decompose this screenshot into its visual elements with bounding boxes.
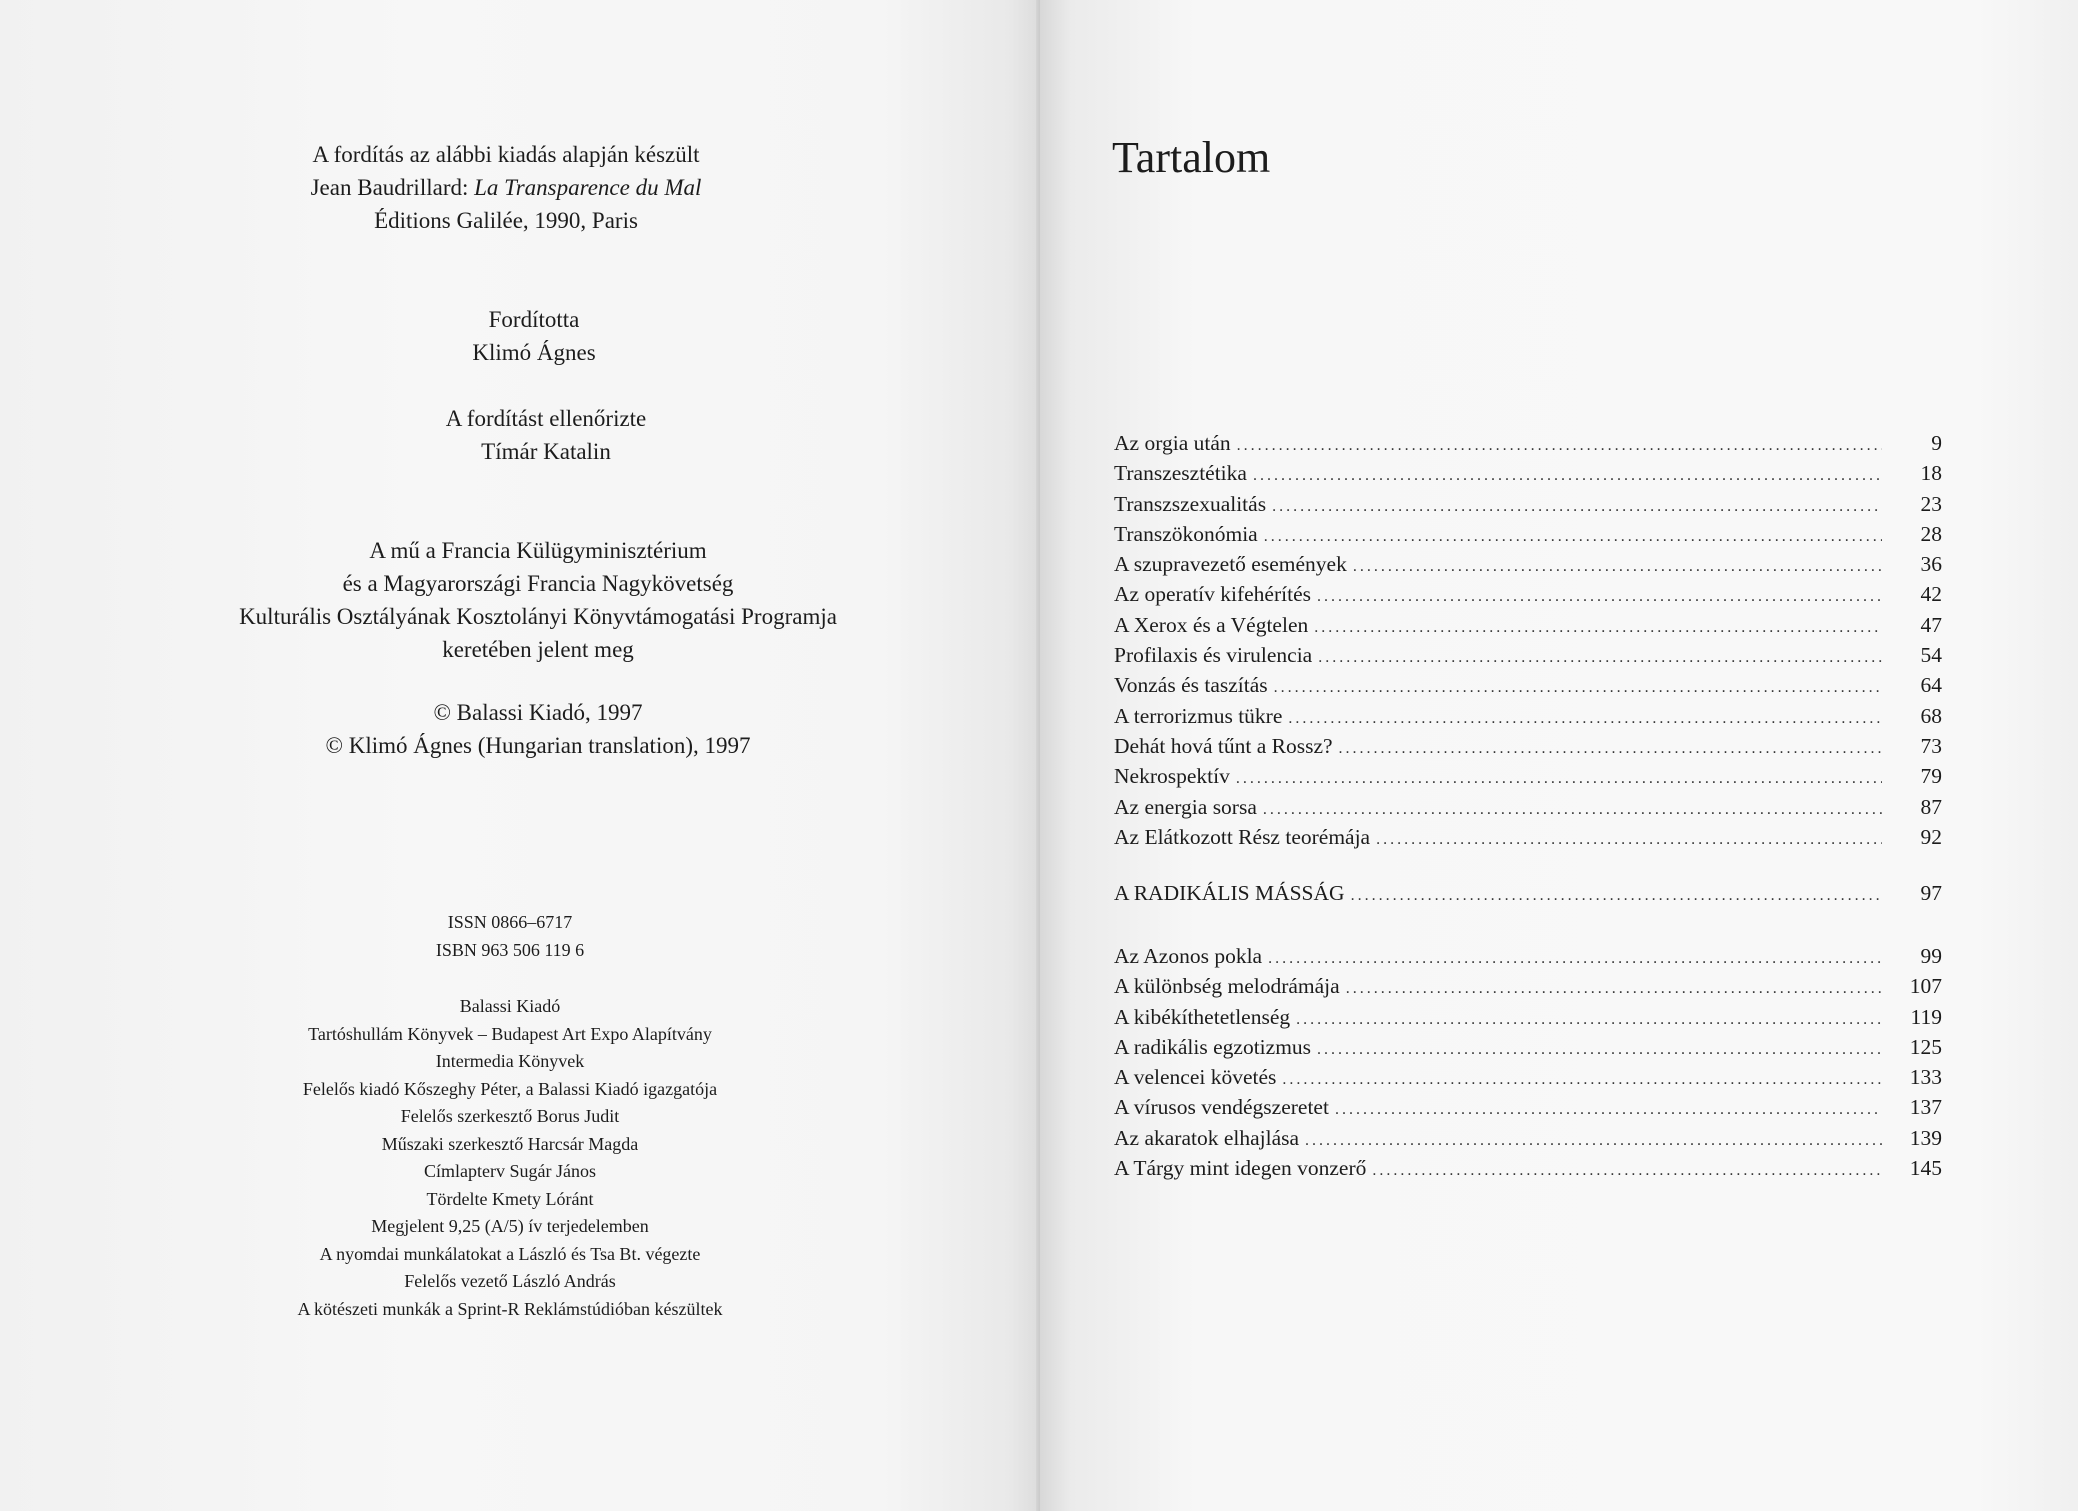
toc-entry-page: 119 [1910,1004,1942,1029]
toc-section-page: 97 [1920,881,1942,905]
toc-entry-title: Az akaratok elhajlása [1114,1125,1300,1150]
toc-leader-dots [1237,431,1882,461]
copyright-line: © Balassi Kiadó, 1997 [433,700,643,725]
toc-entry-page: 145 [1909,1156,1942,1181]
toc-entry-title: Transzszexualitás [1114,491,1267,516]
toc-entry-title: Dehát hová tűnt a Rossz? [1114,733,1333,758]
toc-entry-page: 92 [1920,824,1942,849]
toc-entry[interactable] [1114,489,1942,519]
toc-entry-page: 9 [1931,431,1942,455]
toc-entry-page: 87 [1920,794,1942,819]
colophon-line: Műszaki szerkesztő Harcsár Magda [381,1133,639,1154]
original-author: Jean Baudrillard: [310,175,475,200]
toc-entry-title: Az operatív kifehérítés [1114,582,1311,607]
toc-leader-dots [1263,795,1882,825]
toc-leader-dots [1274,673,1882,703]
toc-leader-dots [1339,734,1882,764]
toc-entry-page: 68 [1920,703,1942,728]
toc-section-title: A RADIKÁLIS MÁSSÁG [1114,881,1345,905]
toc-entry[interactable] [1114,792,1942,822]
toc-entry-title: Az Elátkozott Rész teorémája [1114,824,1371,849]
isbn-line: ISBN 963 506 119 6 [435,939,585,960]
colophon-block [0,993,1020,1323]
toc-entry-page: 47 [1920,612,1942,637]
toc-group-essays [1114,428,1942,852]
colophon-line: Intermedia Könyvek [435,1051,585,1071]
source-edition-line: Éditions Galilée, 1990, Paris [374,208,638,233]
toc-entry-title: Nekrospektív [1114,764,1230,789]
toc-leader-dots [1305,1126,1882,1156]
toc-leader-dots [1376,825,1882,855]
toc-leader-dots [1335,1095,1882,1125]
original-title: La Transparence du Mal [474,175,702,200]
toc-entry[interactable] [1114,971,1942,1001]
colophon-line: Felelős szerkesztő Borus Judit [400,1106,620,1126]
toc-leader-dots [1346,974,1882,1004]
toc-entry[interactable] [1114,1062,1942,1092]
identifiers-block [0,909,1020,964]
support-block [28,534,1048,666]
toc-entry-page: 42 [1920,582,1942,607]
toc-entry[interactable] [1114,1153,1942,1183]
toc-entry-title: A terrorizmus tükre [1114,703,1283,728]
colophon-line: Tördelte Kmety Lóránt [426,1188,594,1209]
toc-entry[interactable] [1114,1032,1942,1062]
colophon-line: Megjelent 9,25 (A/5) ív terjedelemben [371,1216,649,1236]
toc-entry-page: 99 [1920,944,1942,968]
toc-section [1114,878,1942,908]
colophon-line: Tartóshullám Könyvek – Budapest Art Expo Alapítvány [308,1023,712,1044]
colophon-line: A nyomdai munkálatokat a László és Tsa Bt. végezte [319,1243,701,1264]
toc-group-radical-otherness [1114,941,1942,1183]
translator-block [24,303,1044,369]
toc-entry-page: 137 [1909,1095,1942,1120]
toc-entry[interactable] [1114,610,1942,640]
toc-entry[interactable] [1114,458,1942,488]
copyright-line: © Klimó Ágnes (Hungarian translation), 1997 [325,733,751,758]
toc-entry-title: Transzesztétika [1114,461,1247,486]
toc-leader-dots [1282,1065,1882,1095]
checker-block [36,402,1056,468]
toc-entry-title: A vírusos vendégszeretet [1114,1095,1329,1120]
colophon-line: Felelős kiadó Kőszeghy Péter, a Balassi Kiadó igazgatója [302,1078,718,1099]
toc-leader-dots [1288,704,1882,734]
support-line: keretében jelent meg [442,637,634,662]
copyright-block [28,696,1048,762]
colophon-line: Címlapterv Sugár János [424,1161,596,1181]
toc-entry-title: A szupravezető események [1114,552,1347,577]
toc-entry-title: Az energia sorsa [1114,794,1257,819]
toc-leader-dots [1351,881,1882,911]
toc-entry-title: Az Azonos pokla [1114,944,1263,968]
toc-entry[interactable] [1114,1002,1942,1032]
toc-entry[interactable] [1114,761,1942,791]
toc-entry[interactable] [1114,670,1942,700]
toc-entry-page: 107 [1909,974,1942,999]
toc-entry-page: 64 [1920,673,1942,698]
toc-leader-dots [1353,552,1882,582]
source-edition-line [0,171,1016,204]
support-line: Kulturális Osztályának Kosztolányi Könyvtámogatási Programja [239,604,837,629]
translator-label: Fordította [488,307,580,332]
support-line: és a Magyarországi Francia Nagykövetség [342,571,734,596]
toc-leader-dots [1253,461,1882,491]
toc-leader-dots [1317,582,1882,612]
toc-entry-page: 133 [1909,1065,1942,1090]
issn-line: ISSN 0866–6717 [447,912,573,932]
toc-leader-dots [1314,613,1882,643]
toc-entry-title: A Tárgy mint idegen vonzerő [1114,1156,1367,1181]
toc-leader-dots [1372,1156,1882,1186]
checker-label: A fordítást ellenőrizte [445,406,647,431]
toc-leader-dots [1236,764,1882,794]
toc-entry[interactable] [1114,640,1942,670]
toc-entry-title: A különbség melodrámája [1114,974,1340,999]
checker-name: Tímár Katalin [481,439,611,464]
support-line: A mű a Francia Külügyminisztérium [369,538,707,563]
toc-leader-dots [1317,1035,1882,1065]
toc-leader-dots [1318,643,1882,673]
toc-entry-page: 36 [1920,552,1942,577]
translator-name: Klimó Ágnes [472,340,596,365]
toc-entry-page: 23 [1920,491,1942,516]
toc-leader-dots [1272,492,1882,522]
toc-entry-page: 18 [1920,461,1942,486]
toc-entry[interactable] [1114,1123,1942,1153]
toc-entry[interactable] [1114,519,1942,549]
contents-heading: Tartalom [1112,133,1271,182]
source-edition-line: A fordítás az alábbi kiadás alapján készült [312,142,700,167]
toc-entry[interactable] [1114,428,1942,458]
toc-entry[interactable] [1114,579,1942,609]
toc-entry[interactable] [1114,1092,1942,1122]
colophon-line: Felelős vezető László András [404,1271,616,1291]
source-edition-block [0,138,1016,237]
toc-entry-page: 73 [1920,733,1942,758]
toc-entry[interactable] [1114,549,1942,579]
toc-entry-title: A kibékíthetetlenség [1114,1004,1291,1029]
toc-leader-dots [1264,522,1882,552]
toc-entry[interactable] [1114,822,1942,852]
toc-entry[interactable] [1114,731,1942,761]
toc-entry-title: A velencei követés [1114,1065,1277,1090]
colophon-line: A kötészeti munkák a Sprint-R Reklámstúdióban készültek [297,1298,723,1319]
toc-entry-page: 54 [1920,643,1942,668]
toc-entry-page: 79 [1920,764,1942,789]
colophon-line: Balassi Kiadó [459,996,561,1016]
toc-section-row[interactable] [1114,878,1942,908]
toc-entry-title: A Xerox és a Végtelen [1114,612,1309,637]
toc-entry-title: Profilaxis és virulencia [1114,643,1313,668]
toc-entry-title: Vonzás és taszítás [1114,673,1268,698]
toc-entry-title: A radikális egzotizmus [1114,1034,1312,1059]
toc-entry[interactable] [1114,941,1942,971]
toc-entry[interactable] [1114,701,1942,731]
toc-entry-page: 28 [1920,521,1942,546]
toc-entry-page: 139 [1909,1125,1942,1150]
toc-entry-title: Az orgia után [1114,431,1231,455]
toc-entry-page: 125 [1909,1034,1942,1059]
toc-leader-dots [1268,944,1882,974]
toc-leader-dots [1296,1005,1882,1035]
toc-entry-title: Transzökonómia [1114,521,1258,546]
